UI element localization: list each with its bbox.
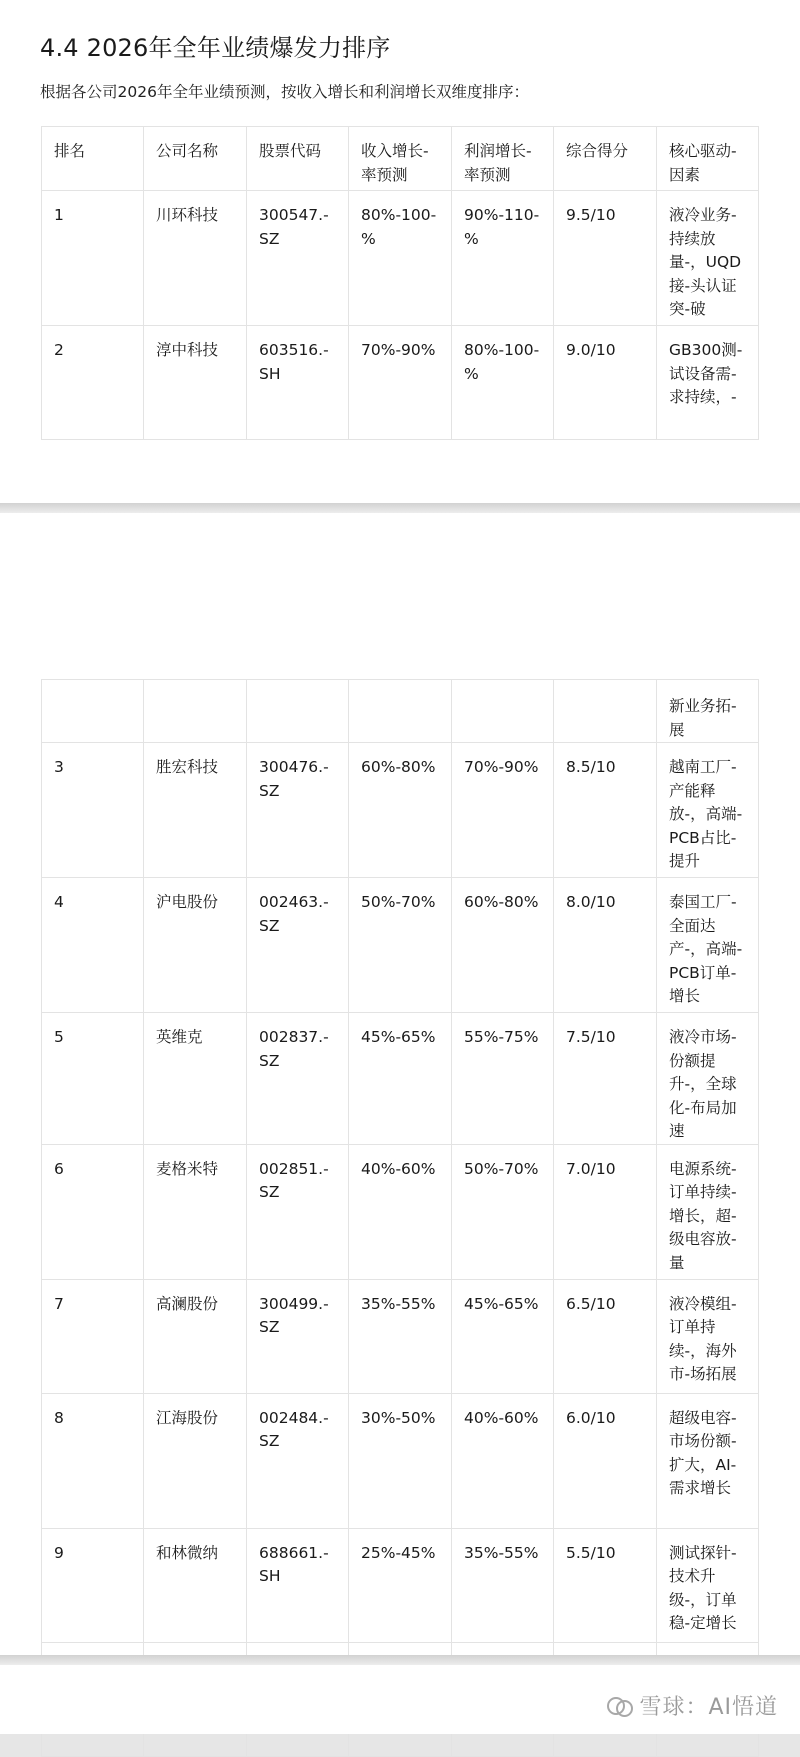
rank-cell: 2 (42, 326, 144, 440)
company-cell: 麦格米特 (144, 1144, 247, 1279)
code-cell: 002463.-SZ (247, 878, 349, 1013)
rank-cell: 7 (42, 1279, 144, 1393)
driver-cell: 越南工厂-产能释放-，高端-PCB占比-提升 (657, 743, 759, 878)
score-cell (554, 680, 657, 743)
profit-growth-cell: 45%-65% (452, 1279, 554, 1393)
company-cell: 高澜股份 (144, 1279, 247, 1393)
revenue-growth-cell: 25%-45% (349, 1528, 452, 1642)
column-header: 收入增长-率预测 (349, 127, 452, 191)
rank-cell: 9 (42, 1528, 144, 1642)
rank-cell: 3 (42, 743, 144, 878)
page-separator (0, 503, 800, 513)
revenue-growth-cell: 45%-65% (349, 1013, 452, 1145)
code-cell: 002484.-SZ (247, 1393, 349, 1528)
code-cell: 603516.-SH (247, 326, 349, 440)
revenue-growth-cell: 35%-55% (349, 1279, 452, 1393)
table-row (42, 1144, 759, 1279)
driver-cell: GB300测-试设备需-求持续，- (657, 326, 759, 440)
revenue-growth-cell: 30%-50% (349, 1393, 452, 1528)
score-cell: 8.0/10 (554, 878, 657, 1013)
profit-growth-cell (452, 680, 554, 743)
snowball-logo-icon (607, 1695, 633, 1717)
table-row (42, 878, 759, 1013)
company-cell: 川环科技 (144, 191, 247, 326)
table-row (42, 326, 759, 440)
table-row (42, 1528, 759, 1642)
section-title: 4.4 2026年全年业绩爆发力排序 (40, 34, 391, 62)
document-page-2 (0, 513, 800, 1659)
table-header-row (42, 127, 759, 191)
table-part-2 (0, 596, 800, 1632)
profit-growth-cell: 35%-55% (452, 1528, 554, 1642)
revenue-growth-cell: 60%-80% (349, 743, 452, 878)
profit-growth-cell: 55%-75% (452, 1013, 554, 1145)
table-row (42, 1279, 759, 1393)
company-cell: 英维克 (144, 1013, 247, 1145)
column-header: 股票代码 (247, 127, 349, 191)
revenue-growth-cell: 80%-100-% (349, 191, 452, 326)
driver-cell: 测试探针-技术升级-，订单稳-定增长 (657, 1528, 759, 1642)
column-header: 排名 (42, 127, 144, 191)
ranking-table-part-1 (41, 126, 759, 440)
driver-cell: 泰国工厂-全面达产-，高端-PCB订单-增长 (657, 878, 759, 1013)
driver-cell: 新业务拓-展 (657, 680, 759, 743)
company-cell: 淳中科技 (144, 326, 247, 440)
ranking-table-part-2 (41, 679, 759, 1757)
code-cell: 300476.-SZ (247, 743, 349, 878)
profit-growth-cell: 90%-110-% (452, 191, 554, 326)
profit-growth-cell: 60%-80% (452, 878, 554, 1013)
code-cell (247, 680, 349, 743)
company-cell: 江海股份 (144, 1393, 247, 1528)
revenue-growth-cell: 50%-70% (349, 878, 452, 1013)
driver-cell: 液冷业务-持续放量-，UQD接-头认证突-破 (657, 191, 759, 326)
column-header: 利润增长-率预测 (452, 127, 554, 191)
code-cell: 002851.-SZ (247, 1144, 349, 1279)
code-cell: 002837.-SZ (247, 1013, 349, 1145)
driver-cell: 液冷市场-份额提升-，全球化-布局加速 (657, 1013, 759, 1145)
page-separator (0, 1655, 800, 1665)
revenue-growth-cell: 70%-90% (349, 326, 452, 440)
rank-cell: 8 (42, 1393, 144, 1528)
document-page-1 (0, 0, 800, 505)
profit-growth-cell: 80%-100-% (452, 326, 554, 440)
driver-cell: 电源系统-订单持续-增长，超-级电容放-量 (657, 1144, 759, 1279)
code-cell: 300547.-SZ (247, 191, 349, 326)
company-cell: 沪电股份 (144, 878, 247, 1013)
column-header: 综合得分 (554, 127, 657, 191)
profit-growth-cell: 70%-90% (452, 743, 554, 878)
score-cell: 8.5/10 (554, 743, 657, 878)
company-cell: 和林微纳 (144, 1528, 247, 1642)
table-row (42, 680, 759, 743)
code-cell: 688661.-SH (247, 1528, 349, 1642)
revenue-growth-cell (349, 680, 452, 743)
rank-cell: 1 (42, 191, 144, 326)
driver-cell: 超级电容-市场份额-扩大，AI-需求增长 (657, 1393, 759, 1528)
table-row (42, 1393, 759, 1528)
table-row (42, 1013, 759, 1145)
score-cell: 6.5/10 (554, 1279, 657, 1393)
score-cell: 9.0/10 (554, 326, 657, 440)
profit-growth-cell: 40%-60% (452, 1393, 554, 1528)
watermark-text: 雪球：AI悟道 (639, 1695, 778, 1720)
rank-cell: 6 (42, 1144, 144, 1279)
company-cell: 胜宏科技 (144, 743, 247, 878)
table-row (42, 191, 759, 326)
score-cell: 7.0/10 (554, 1144, 657, 1279)
table-part-1 (0, 126, 800, 549)
company-cell (144, 680, 247, 743)
score-cell: 5.5/10 (554, 1528, 657, 1642)
rank-cell (42, 680, 144, 743)
rank-cell: 5 (42, 1013, 144, 1145)
column-header: 核心驱动-因素 (657, 127, 759, 191)
score-cell: 9.5/10 (554, 191, 657, 326)
table-row (42, 743, 759, 878)
score-cell: 6.0/10 (554, 1393, 657, 1528)
score-cell: 7.5/10 (554, 1013, 657, 1145)
watermark (607, 1690, 778, 1721)
column-header: 公司名称 (144, 127, 247, 191)
revenue-growth-cell: 40%-60% (349, 1144, 452, 1279)
profit-growth-cell: 50%-70% (452, 1144, 554, 1279)
rank-cell: 4 (42, 878, 144, 1013)
driver-cell: 液冷模组-订单持续-，海外市-场拓展 (657, 1279, 759, 1393)
code-cell: 300499.-SZ (247, 1279, 349, 1393)
intro-paragraph: 根据各公司2026年全年业绩预测，按收入增长和利润增长双维度排序： (40, 83, 529, 101)
